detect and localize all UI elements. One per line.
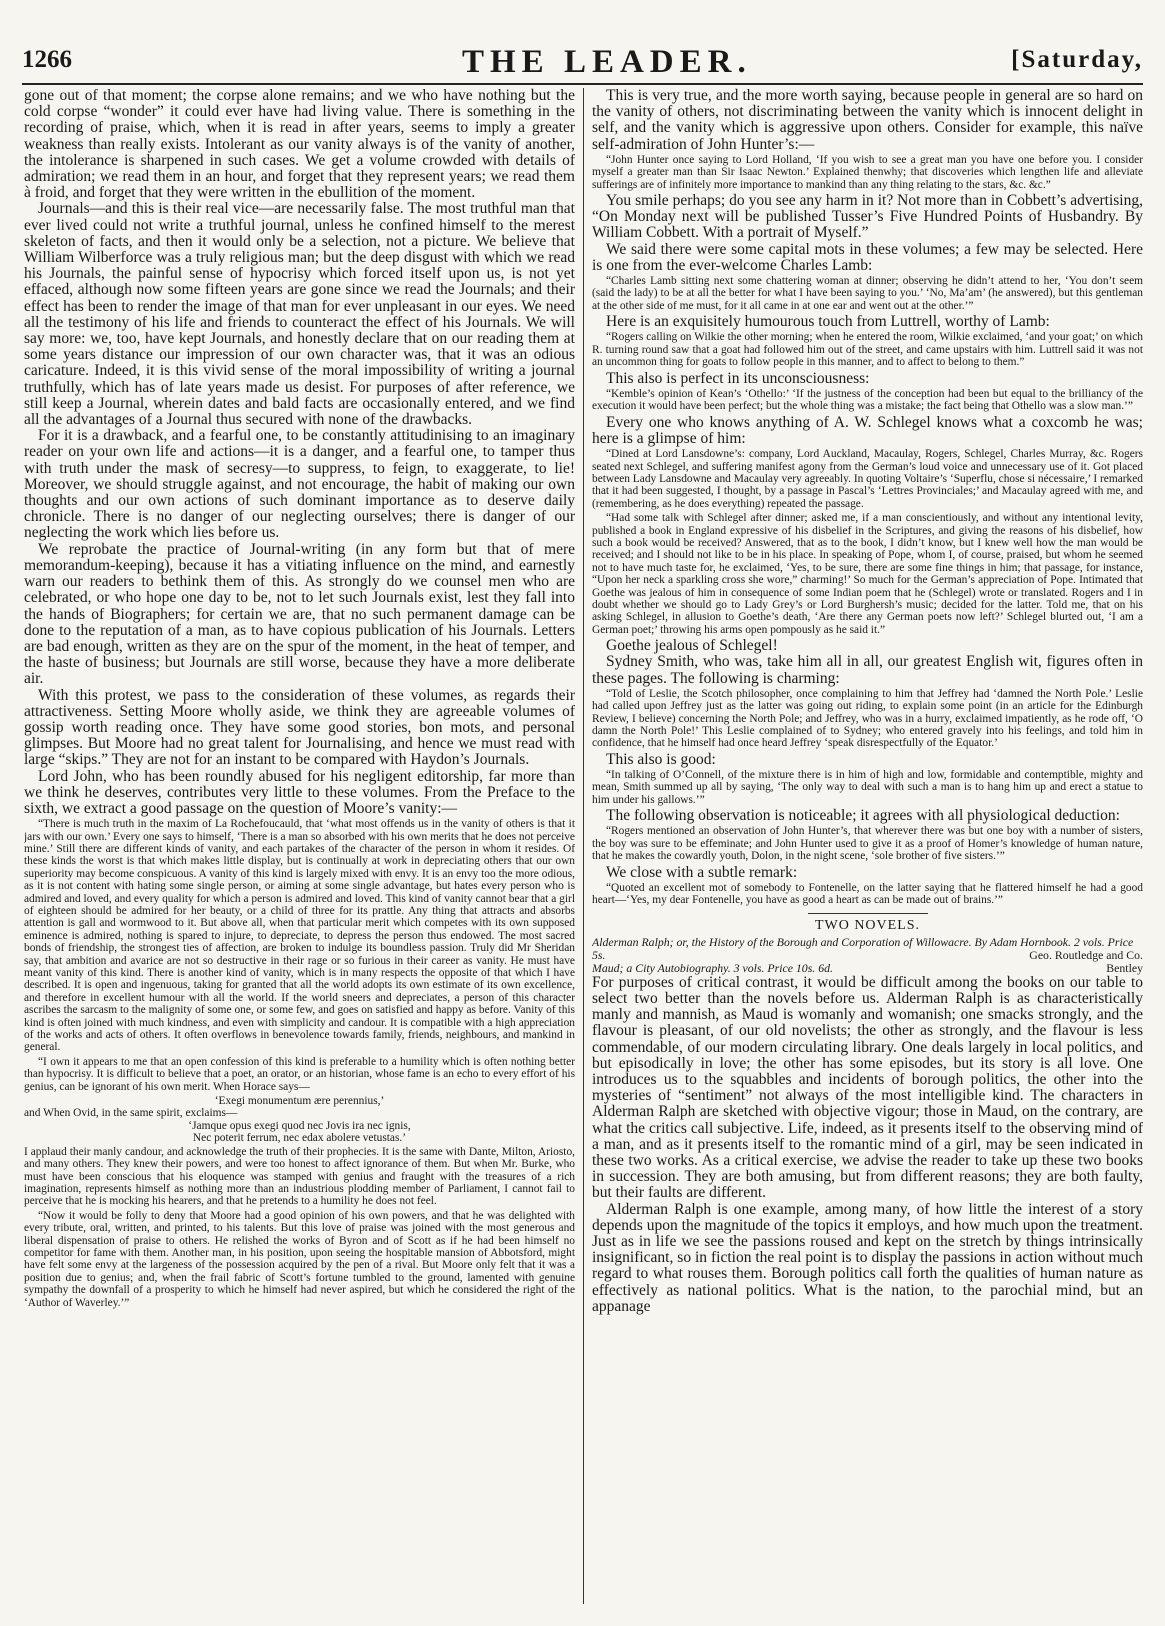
masthead-rule (22, 83, 1143, 85)
quotation: “There is much truth in the maxim of La Rochefoucauld, that ‘what most offends us in the vanity of others is that it jars with our own.’ Every one says to himself, ‘There is a man so absorbed with his own merits that he does not perceive mine.’ Still there are different kinds of vanity, and each partakes of the character of the person in whom it resides. Of these kinds the worst is that which makes little display, but is continually at work in depreciating others that our own superiority may become conspicuous. A vanity of this kind is largely mixed with envy. It is an envy too the more odious, as it is not content with hating some single person, or aiming at some single advantage, but hates every person who is admired and loved, and every quality for which a person is admired and loved. This kind of vanity cannot bear that a girl of eighteen should be admired for her beauty, or a child of three for its prattle. Any thing that attracts and absorbs attention is gall and wormwood to it. But above all, when that particular merit which competes with its own supposed eminence is admired, nothing is spared to injure, to depreciate, to depress the person thus endowed. The most sacred bonds of friendship, the strongest ties of affection, are broken to indulge its boundless passion. Truly did Mr Sheridan say, that ambition and avarice are not so destructive in their rage or so furious in their career as vanity. He must have meant vanity of this kind. There is another kind of vanity, which is in many respects the opposite of that which I have described. It is open and ingenuous, taking for granted that all the world adopts its own estimate of its own excellence, and therefore in excellent humour with all the world. If the world sneers and depreciates, a person of this character ascribes the sarcasm to the malignity of some one, or some few, and goes on satisfied and happy as before. Vanity of this kind is often joined with much kindness, and even with simplicity and candour. It is compatible with a high appreciation of the works and acts of others. It often overflows in benevolence towards family, friends, neighbours, and mankind in general. (24, 818, 575, 1054)
masthead (22, 46, 1143, 86)
quotation: “Rogers mentioned an observation of John Hunter’s, that wherever there was but one boy with a number of sisters, the boy was sure to be effeminate; and John Hunter used to give it as a proof of Homer’s knowledge of human nature, that he makes the cowardly youth, Dolon, in the night scene, ‘sole brother of five sisters.’” (592, 825, 1143, 863)
paragraph: For purposes of critical contrast, it would be difficult among the books on our table to select two better than the novels before us. Alderman Ralph is as characteristically manly and mannish, as Maud is womanly and womanish; one smacks strongly, and the flavour is pleasant, of our old novelists; the other as strongly, and the flavour is less commendable, of our modern circulating library. One deals largely in local politics, and but episodically in love; the other has some episodes, but its story is all love. One introduces us to the squabbles and incidents of borough politics, the other into the mysteries of “sentiment” not always of the most intelligible kind. The characters in Alderman Ralph are sketched with objective vigour; those in Maud, on the contrary, are what the critics call subjective. Life, indeed, as it presents itself to the observing mind of a man, and as it presents itself to the romantic mind of a girl, may be seen indicated in these two works. As a critical exercise, we advise the reader to take up these two books in succession. They are both amusing, but from different reasons; they are both faulty, but their faults are different. (592, 973, 1143, 1202)
paragraph: We said there were some capital mots in these volumes; a few may be selected. Here is one from the ever-welcome Charles Lamb: (592, 240, 1143, 274)
quotation: I applaud their manly candour, and acknowledge the truth of their prophecies. It is the same with Dante, Milton, Ariosto, and many others. They knew their powers, and were too honest to affect ignorance of them. But when Mr. Burke, who must have been conscious that his eloquence was stamped with genius and fraught with the treasures of a rich imagination, represents himself as nothing more than an industrious plodding member of Parliament, I cannot fail to perceive that he is mocking his hearers, and that he pretends to a humility he does not feel. (24, 1145, 575, 1208)
verse-line: ‘Exegi monumentum ære perennius,’ (214, 1095, 385, 1108)
paragraph: Journals—and this is their real vice—are necessarily false. The most truthful man that ever lived could not write a truthful journal, unless he confined himself to the merest skeleton of facts, and then it would only be a selection, not a picture. We believe that William Wilberforce was a truly religious man; but the deep disgust with which we read his Journals, the painful sense of hypocrisy which forced itself upon us, is not yet effaced, although now some fifteen years are gone since we read the Journals; and their effect has been to render the image of that man for ever unpleasant in our eyes. We need all the testimony of his life and friends to counteract the effect of his Journals. We will say more: we, too, have kept Journals, and honestly declare that on our reading them at some years distance our impression of our own character was, that it was an odious caricature. Indeed, it is this vivid sense of the moral impossibility of writing a journal truthfully, which has of late years made us desist. For purposes of after reference, we still keep a Journal, wherein dates and bald facts are occasionally entered, and we find all the advantages of a Journal thus secured with none of the drawbacks. (24, 200, 575, 429)
book-listing (592, 936, 1143, 975)
paragraph: You smile perhaps; do you see any harm in it? Not more than in Cobbett’s advertising, “On Monday next will be published Tusser’s Five Hundred Points of Husbandry. By William Cobbett. With a portrait of Myself.” (592, 192, 1143, 242)
paragraph: Lord John, who has been roundly abused for his negligent editorship, far more than we think he deserves, contributes very little to these volumes. From the Preface to the sixth, we extract a good passage on the question of Moore’s vanity:— (24, 767, 575, 817)
paragraph: With this protest, we pass to the consideration of these volumes, as regards their attractiveness. Setting Moore wholly aside, we think they are agreeable volumes of gossip worth reading once. They have some good stories, bon mots, and personal glimpses. But Moore had no great talent for Journalising, and hence we must read with large “skips.” They are not for an instant to be compared with Haydon’s Journals. (24, 686, 575, 769)
quotation: “I own it appears to me that an open confession of this kind is preferable to a humility which is often nothing better than hypocrisy. It is difficult to believe that a poet, an orator, or an historian, whose fame is an echo to every effort of his genius, can be ignorant of his own merit. When Horace says— (24, 1055, 575, 1093)
issue-day: [Saturday, (1011, 46, 1143, 73)
paragraph: For it is a drawback, and a fearful one, to be constantly attitudinising to an imaginary reader on your own life and actions—it is a danger, and a fearful one, to tamper thus with truth under the mask of secresy—to suppress, to feign, to exaggerate, to lie! Moreover, we should struggle against, and not encourage, the habit of making our own thoughts and our own actions of such dominant importance as to deserve daily chronicle. There is no danger of our neglecting ourselves; there is danger of our neglecting the work which lies before us. (24, 427, 575, 542)
paragraph: The following observation is noticeable; it agrees with all physiological deduction: (606, 807, 1120, 825)
paragraph: Every one who knows anything of A. W. Schlegel knows what a coxcomb he was; here is a glimpse of him: (592, 413, 1143, 447)
paragraph: We reprobate the practice of Journal-writing (in any form but that of mere memorandum-keeping), because it has a vitiating influence on the mind, and earnestly warn our readers to bethink them of this. As strongly do we counsel men who are celebrated, or who hope one day to be, not to let such Journals exist, lest they fall into the hands of Biographers; for certain we are, that no such permanent damage can be done to the reputation of a man, as to have copious publication of his Journals. Letters are bad enough, written as they are on the spur of the moment, in the heat of temper, and the haste of business; but Journals are still worse, because they have a more deliberate air. (24, 540, 575, 688)
book-title: Maud; a City Autobiography. 3 vols. Price 10s. 6d. (592, 960, 833, 975)
quotation: “Had some talk with Schlegel after dinner; asked me, if a man conscientiously, and without any intentional levity, published a book in England expressive of his disbelief in the Scriptures, and giving the reasons of his disbelief, how such a book would be received? Answered, that as to the book, I didn’t know, but I knew well how the man would be received; and I should not like to be in his place. In speaking of Pope, whom I, of course, praised, but whom he seemed not to have much taste for, he exclaimed, ‘Yes, to be sure, there are some fine things in him; that passage, for instance, “Upon her neck a sparkling cross she wore,” charming!’ So much for the German’s appreciation of Pope. Intimated that Goethe was jealous of him in consequence of some Indian poem that he (Schlegel) wrote or translated. Rogers and I in doubt whether we should go to Lady Grey’s or Lord Burghersh’s music; decided for the latter. Told me, that on his asking Schlegel, in allusion to Goethe’s death, ‘Are there any German poets now left?’ Schlegel blurted out, ‘I am a German poet;’ throwing his arms open pompously as he said it.” (592, 512, 1143, 636)
book-entry (592, 962, 1143, 975)
quotation: “Charles Lamb sitting next some chattering woman at dinner; observing he didn’t attend to her, ‘You don’t seem (said the lady) to be at all the better for what I have been saying to you.’ ‘No, Ma’am’ (he answered), but this gentleman at the other side of me must, for it all came in at one ear and went out at the other.’” (592, 275, 1143, 312)
paragraph: This also is good: (606, 750, 716, 768)
book-title: Alderman Ralph; or, the History of the Borough and Corporation of Willowacre. By Adam Hornbook. 2 vols. Price 5s. (592, 934, 1134, 962)
quotation: “In talking of O’Connell, of the mixture there is in him of high and low, formidable and contemptible, mighty and mean, Smith summed up all by saying, ‘The only way to deal with such a man is to hang him up and erect a statue to him under his gallows.’” (592, 769, 1143, 806)
right-column (592, 88, 1143, 1608)
paragraph: This is very true, and the more worth saying, because people in general are so hard on the vanity of others, not discriminating between the vanity which is innocent delight in self, and the vanity which is aggressive upon others. Consider for example, this naïve self-admiration of John Hunter’s:— (592, 88, 1143, 153)
quotation: “Rogers calling on Wilkie the other morning; when he entered the room, Wilkie exclaimed, ‘and your goat;’ on which R. turning round saw that a goat had followed him out of the street, and came upstairs with him. Luttrell said it was not an uncommon thing for goats to follow people in this manner, and to affect to belong to them.” (592, 331, 1143, 369)
paragraph: This also is perfect in its unconsciousness: (606, 369, 870, 387)
quotation: “Told of Leslie, the Scotch philosopher, once complaining to him that Jeffrey had ‘damned the North Pole.’ Leslie had called upon Jeffrey just as the latter was going out riding, to explain some point (in an article for the Edinburgh Review, I believe) concerning the North Pole; and Jeffrey, who was in a hurry, exclaimed impatiently, as he rode off, ‘O damn the North Pole!’ This Leslie complained of to Sydney; who entered gravely into his feelings, and told him in confidence, that he himself had once heard Jeffrey ‘speak disrespectfully of the Equator.’ (592, 687, 1143, 750)
book-publisher: Bentley (1106, 960, 1143, 975)
paragraph: Sydney Smith, who was, take him all in all, our greatest English wit, figures often in these pages. The following is charming: (592, 653, 1143, 687)
section-title: TWO NOVELS. (814, 917, 921, 933)
paragraph: Here is an exquisitely humourous touch from Luttrell, worthy of Lamb: (606, 313, 1050, 331)
paper-title: THE LEADER. (462, 44, 752, 80)
paragraph: Goethe jealous of Schlegel! (606, 637, 778, 655)
quotation: “Kemble’s opinion of Kean’s ‘Othello:’ ‘If the justness of the conception had been but equal to the brilliancy of the execution it would have been perfect; but the whole thing was a mistake; the fact being that Othello was a slow man.’” (592, 387, 1143, 413)
quotation: “Dined at Lord Lansdowne’s: company, Lord Auckland, Macaulay, Rogers, Schlegel, Charles Murray, &c. Rogers seated next Schlegel, and suffering manifest agony from the German’s loud voice and unnecessary use of it. Got placed between Lady Lansdowne and Macaulay very agreeably. In quoting Voltaire’s ‘Superflu, chose si nécessaire,’ I remarked that it had been suggested, I thought, by a passage in Pascal’s ‘Lettres Provinciales;’ and Macaulay agreed with me, and (remembering, as he does everything) repeated the passage. (592, 448, 1143, 510)
paragraph: gone out of that moment; the corpse alone remains; and we who have nothing but the cold corpse “wonder” it could ever have had living value. There is something in the recording of praise, which, when it is read in after years, seems to imply a greater weakness than really exists. Intolerant as our vanity always is of the vanity of another, the intolerance is sharpened in such cases. We get a volume crowded with details of admiration; we read them in an hour, and forget that they represent years; we read them à froid, and forget that they were written in the ebullition of the moment. (24, 88, 575, 202)
verse-line: ‘Jamque opus exegi quod nec Jovis ira nec ignis, (188, 1119, 411, 1132)
quotation: “Quoted an excellent mot of somebody to Fontenelle, on the latter saying that he flattered himself he had a good heart—‘Yes, my dear Fontenelle, you have as good a heart as can be made out of brains.’” (592, 881, 1143, 907)
quotation: “John Hunter once saying to Lord Holland, ‘If you wish to see a great man you have one before you. I consider myself a greater man than Sir Isaac Newton.’ Explained thenwhy; that discoveries which lengthen life and alleviate sufferings are of infinitely more importance to mankind than any thing relating to the stars, &c. &c.” (592, 153, 1143, 191)
column-divider (583, 88, 584, 1604)
verse-line: Nec poterit ferrum, nec edax abolere vetustas.’ (192, 1132, 407, 1145)
quotation: “Now it would be folly to deny that Moore had a good opinion of his own powers, and that he was delighted with every tribute, oral, written, and printed, to his talents. But this love of praise was joined with the most generous and liberal dispensation of praise to others. He relished the works of Byron and of Scott as if he had been himself no competitor for fame with them. Another man, in his position, upon seeing the hospitable mansion of Abbotsford, might have felt some envy at the largeness of the possession acquired by the pen of a rival. But Moore only felt that it was a position due to genius; and, when the frail fabric of Scott’s fortune tumbled to the ground, lamented with genuine sympathy the downfall of a prosperity to which he himself had never aspired, but which he considered the right of the ‘Author of Waverley.’” (24, 1209, 575, 1309)
paragraph: We close with a subtle remark: (606, 863, 798, 881)
paragraph: Alderman Ralph is one example, among many, of how little the interest of a story depends upon the magnitude of the topics it employs, and how much upon the treatment. Just as in life we see the passions roused and kept on the stretch by things intrinsically insignificant, so in fiction the real point is to display the passions in action without much regard to what rouses them. Borough politics call forth the qualities of human nature as effectively as national politics. What is the nation, to the parochial mind, but an appanage (592, 1200, 1143, 1315)
section-rule (808, 913, 928, 914)
book-publisher: Geo. Routledge and Co. (1029, 947, 1143, 962)
page-number: 1266 (22, 46, 72, 73)
book-entry (592, 936, 1143, 962)
left-column (24, 88, 575, 1608)
quotation: and When Ovid, in the same spirit, exclaims— (24, 1107, 238, 1120)
